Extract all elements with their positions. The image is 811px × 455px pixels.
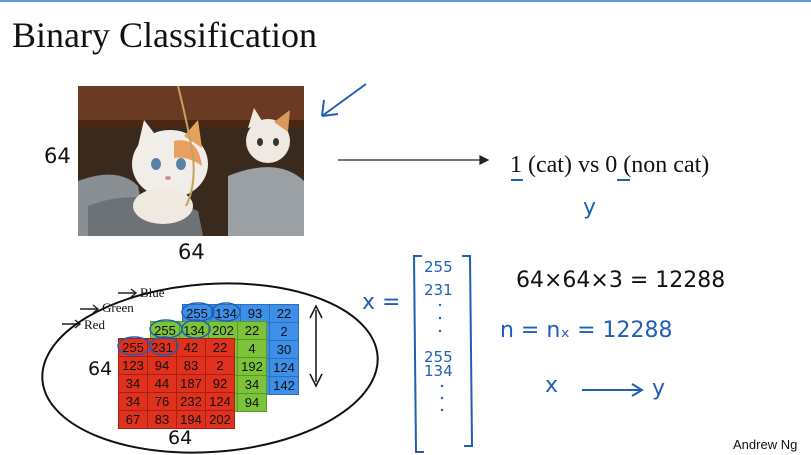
blue-channel-cell: 124: [270, 359, 299, 377]
blue-channel-cell: 255: [183, 305, 212, 323]
red-channel-cell: 2: [206, 357, 235, 375]
mapping-arrow-icon: [582, 384, 642, 396]
green-channel-row: [151, 322, 267, 340]
green-channel-cell: 134: [180, 322, 209, 340]
red-channel-cell: 42: [177, 339, 206, 357]
red-channel-cell: 124: [206, 393, 235, 411]
vector-entry: 134: [424, 362, 453, 380]
blue-channel-cell: 134: [212, 305, 241, 323]
red-channel-cell: 67: [119, 411, 148, 429]
green-channel-cell: 94: [238, 394, 267, 412]
slide-title: Binary Classification: [12, 15, 317, 55]
blue-channel-cell: 142: [270, 377, 299, 395]
blue-channel-row: [183, 305, 299, 323]
red-channel-cell: 22: [206, 339, 235, 357]
green-channel-cell: 255: [151, 322, 180, 340]
mapping-x: x: [545, 373, 559, 398]
red-channel-grid: [118, 338, 235, 429]
blue-channel-cell: 2: [270, 323, 299, 341]
red-channel-cell: 255: [119, 339, 148, 357]
vector-entry: 231: [424, 281, 453, 299]
blue-channel-cell: 22: [270, 305, 299, 323]
red-channel-cell: 194: [177, 411, 206, 429]
classification-text: 1 (cat) vs 0 (non cat): [510, 152, 710, 178]
red-channel-cell: 123: [119, 357, 148, 375]
vertical-size-arrow: [310, 306, 322, 386]
grid-width-label: 64: [168, 427, 193, 449]
image-width-label: 64: [178, 240, 205, 264]
red-channel-row: [119, 411, 235, 429]
red-channel-row: [119, 375, 235, 393]
vector-entry: 255: [424, 348, 453, 366]
red-channel-cell: 202: [206, 411, 235, 429]
red-channel-cell: 76: [148, 393, 177, 411]
green-channel-cell: 202: [209, 322, 238, 340]
pointer-arrow-icon: [322, 84, 366, 116]
blue-channel-cell: 93: [241, 305, 270, 323]
channel-label-green: Green: [102, 300, 134, 315]
vector-entry: 255: [424, 258, 453, 276]
green-channel-cell: 34: [238, 376, 267, 394]
mapping-y: y: [652, 376, 666, 401]
author-credit: Andrew Ng: [733, 437, 798, 452]
blue-channel-cell: 30: [270, 341, 299, 359]
green-channel-cell: 192: [238, 358, 267, 376]
red-channel-cell: 94: [148, 357, 177, 375]
dimension-equation: 64×64×3 = 12288: [516, 268, 726, 293]
top-border: [0, 0, 811, 2]
grid-height-label: 64: [88, 358, 113, 380]
red-channel-cell: 232: [177, 393, 206, 411]
green-channel-cell: 22: [238, 322, 267, 340]
red-channel-cell: 34: [119, 393, 148, 411]
red-channel-cell: 83: [148, 411, 177, 429]
red-channel-row: [119, 357, 235, 375]
green-channel-cell: 4: [238, 340, 267, 358]
red-channel-cell: 34: [119, 375, 148, 393]
n-equation: n = nₓ = 12288: [500, 318, 673, 343]
red-channel-cell: 231: [148, 339, 177, 357]
feature-vector-label: x =: [362, 290, 401, 315]
output-y-label: y: [583, 195, 597, 220]
red-channel-cell: 92: [206, 375, 235, 393]
red-channel-row: [119, 339, 235, 357]
classification-arrow-icon: [338, 156, 488, 164]
channel-label-red: Red: [84, 317, 105, 332]
red-channel-row: [119, 393, 235, 411]
kitten-photo: [78, 86, 304, 236]
channel-label-blue: Blue: [140, 285, 165, 300]
red-channel-cell: 187: [177, 375, 206, 393]
image-height-label: 64: [44, 144, 71, 168]
red-channel-cell: 44: [148, 375, 177, 393]
red-channel-cell: 83: [177, 357, 206, 375]
